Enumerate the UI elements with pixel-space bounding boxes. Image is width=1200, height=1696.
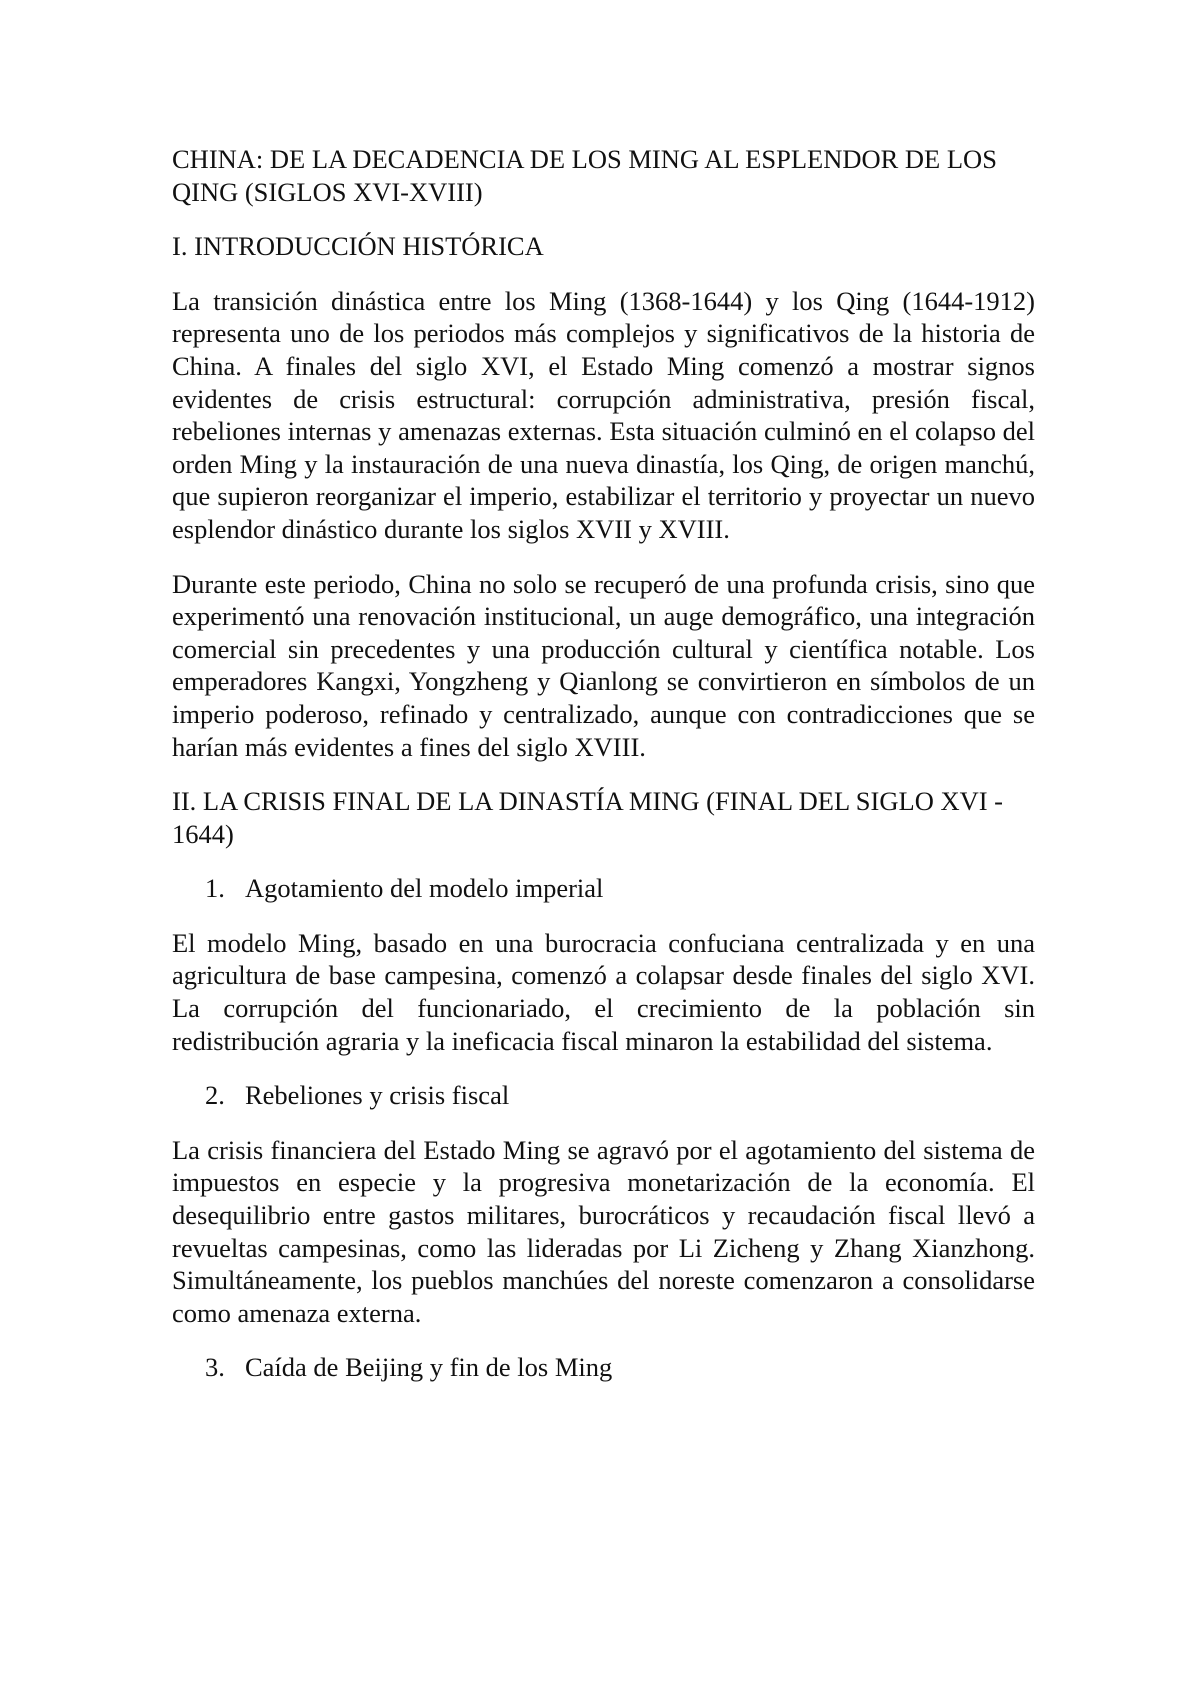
subsection-title: Agotamiento del modelo imperial xyxy=(245,873,604,904)
subsection-heading-3 xyxy=(172,1351,1035,1384)
paragraph-agotamiento: El modelo Ming, basado en una burocracia confuciana centralizada y en una agricultura de base campesina, comenzó a colapsar desde finales del siglo XVI. La corrupción del funcionariado, el crecimiento de la población sin redistribución agraria y la ineficacia fiscal minaron la estabilidad del sistema. xyxy=(172,927,1035,1056)
subsection-number: 1. xyxy=(205,873,225,904)
document-page xyxy=(172,143,1035,1406)
paragraph-introduccion-1: La transición dinástica entre los Ming (1368-1644) y los Qing (1644-1912) representa uno de los periodos más complejos y significativos de la historia de China. A finales del siglo XVI, el Estado Ming comenzó a mostrar signos evidentes de crisis estructural: corrupción administrativa, presión fiscal, rebeliones internas y amenazas externas. Esta situación culminó en el colapso del orden Ming y la instauración de una nueva dinastía, los Qing, de origen manchú, que supieron reorganizar el imperio, estabilizar el territorio y proyectar un nuevo esplendor dinástico durante los siglos XVII y XVIII. xyxy=(172,285,1035,544)
subsection-heading-2 xyxy=(172,1079,1035,1112)
subsection-heading-1 xyxy=(172,872,1035,905)
paragraph-rebeliones: La crisis financiera del Estado Ming se agravó por el agotamiento del sistema de impuestos en especie y la progresiva monetarización de la economía. El desequilibrio entre gastos militares, burocráticos y recaudación fiscal llevó a revueltas campesinas, como las lideradas por Li Zicheng y Zhang Xianzhong. Simultáneamente, los pueblos manchúes del noreste comenzaron a consolidarse como amenaza externa. xyxy=(172,1134,1035,1328)
paragraph-introduccion-2: Durante este periodo, China no solo se recuperó de una profunda crisis, sino que experimentó una renovación institucional, un auge demográfico, una integración comercial sin precedentes y una producción cultural y científica notable. Los emperadores Kangxi, Yongzheng y Qianlong se convirtieron en símbolos de un imperio poderoso, refinado y centralizado, aunque con contradicciones que se harían más evidentes a fines del siglo XVIII. xyxy=(172,568,1035,762)
section-heading-introduccion: I. INTRODUCCIÓN HISTÓRICA xyxy=(172,231,544,262)
document-title: CHINA: DE LA DECADENCIA DE LOS MING AL ESPLENDOR DE LOS QING (SIGLOS XVI-XVIII) xyxy=(172,144,997,207)
subsection-number: 2. xyxy=(205,1080,225,1111)
subsection-title: Caída de Beijing y fin de los Ming xyxy=(245,1352,613,1383)
section-heading-crisis-ming: II. LA CRISIS FINAL DE LA DINASTÍA MING (FINAL DEL SIGLO XVI - 1644) xyxy=(172,786,1004,849)
subsection-title: Rebeliones y crisis fiscal xyxy=(245,1080,510,1111)
subsection-number: 3. xyxy=(205,1352,225,1383)
